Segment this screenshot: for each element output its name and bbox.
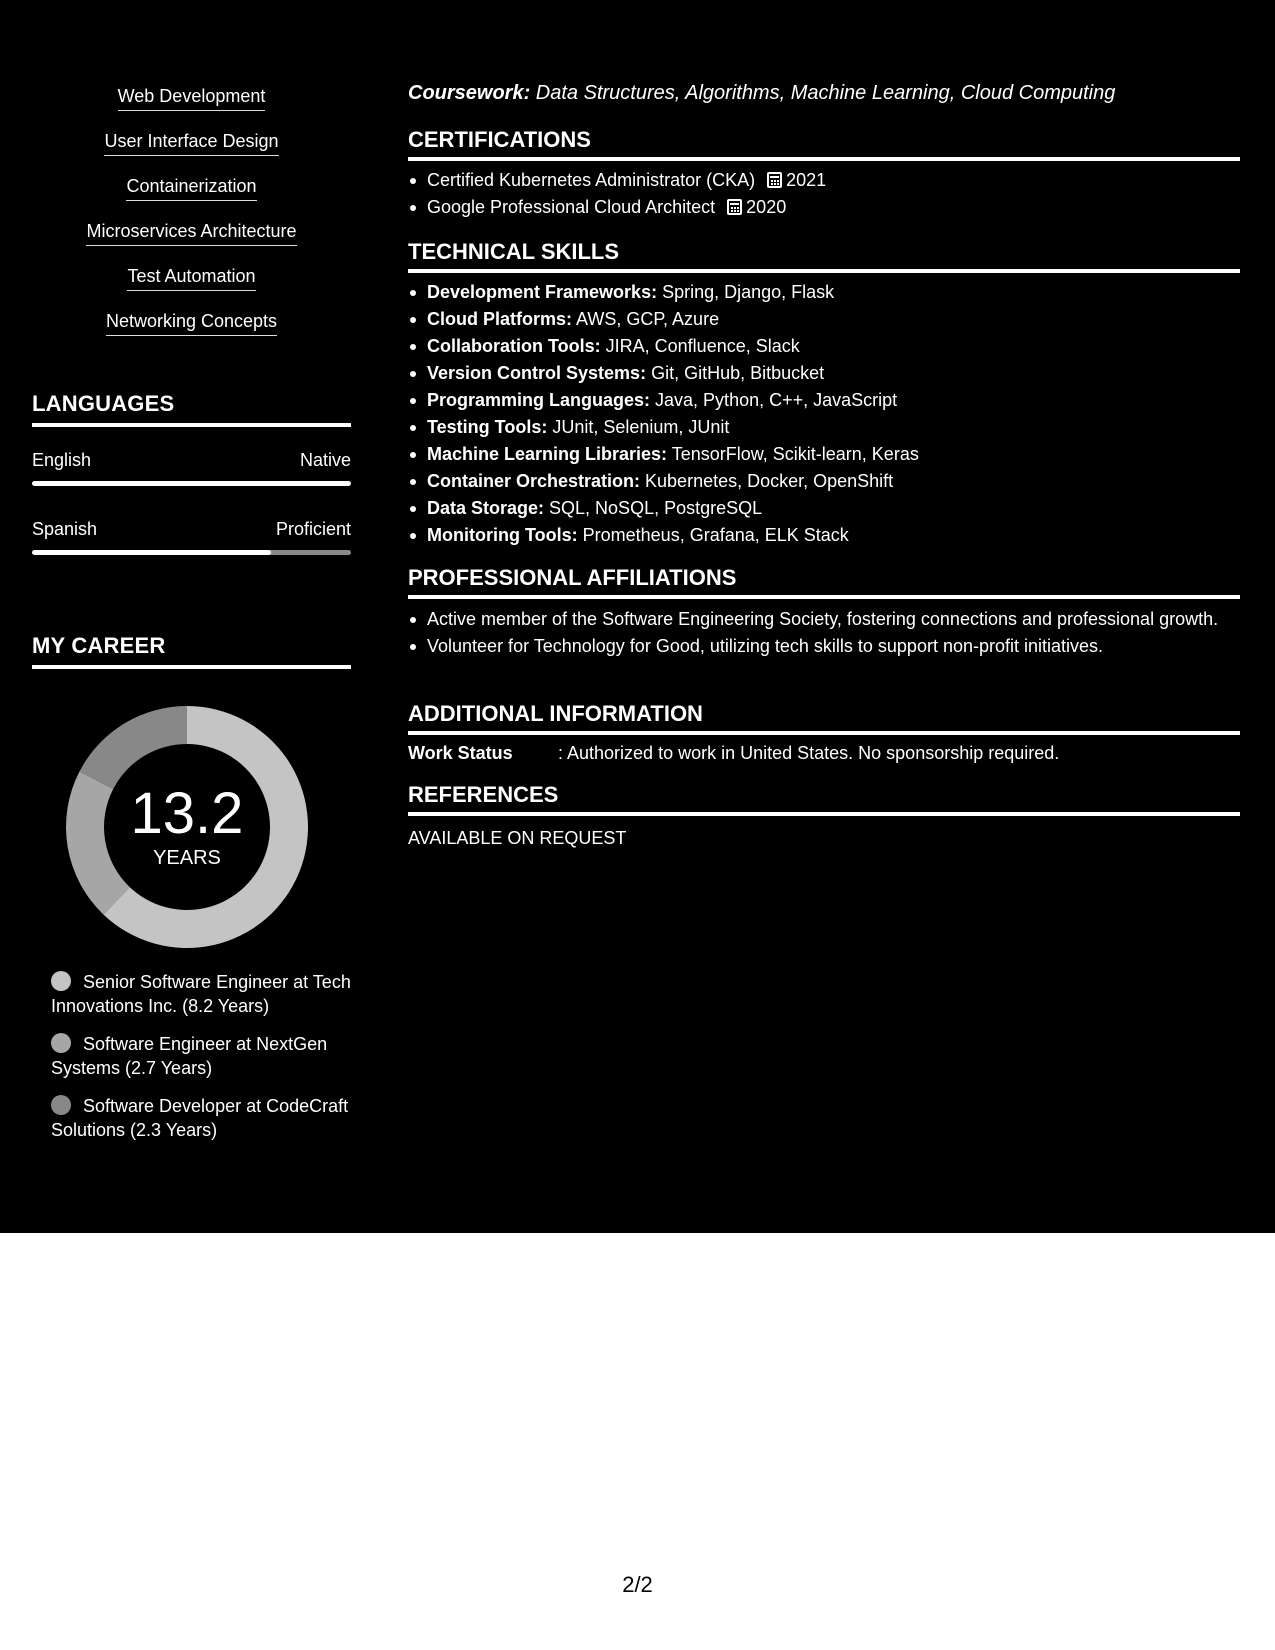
certification-name: Certified Kubernetes Administrator (CKA) [427,170,756,190]
skill-category: Monitoring Tools: [427,525,578,545]
skill-category: Data Storage: [427,498,545,518]
career-heading: MY CAREER [32,633,351,669]
career-legend-item [51,1032,351,1080]
languages-heading: LANGUAGES [32,391,351,427]
calendar-icon [727,199,742,215]
skill-tag [32,129,351,174]
language-item-english [32,448,351,486]
references-heading: REFERENCES [408,782,1240,816]
references-text: AVAILABLE ON REQUEST [408,828,627,848]
skill-values: SQL, NoSQL, PostgreSQL [544,498,763,518]
certification-item [427,168,1239,192]
career-legend-item [51,1094,351,1142]
language-name: Spanish [32,519,98,539]
skill-tag [32,219,351,264]
skill-tag-label: Test Automation [127,264,255,291]
skill-category: Testing Tools: [427,417,548,437]
skill-values: Git, GitHub, Bitbucket [646,363,825,383]
affiliation-item: Active member of the Software Engineering Society, fostering connections and professional growth. [427,607,1239,631]
legend-dot-icon [51,971,71,991]
skill-tag-label: Web Development [118,84,266,111]
skill-values: Java, Python, C++, JavaScript [650,390,898,410]
technical-skill-item [427,334,1239,358]
language-proficiency-bar [32,481,351,486]
calendar-icon [767,172,782,188]
skill-tag [32,264,351,309]
technical-skill-item [427,442,1239,466]
language-proficiency-bar [32,550,351,555]
legend-dot-icon [51,1095,71,1115]
work-status-row [408,741,1059,765]
skill-tag-label: Containerization [126,174,256,201]
career-total-unit: YEARS [153,847,221,869]
affiliations-heading: PROFESSIONAL AFFILIATIONS [408,565,1240,599]
certification-name: Google Professional Cloud Architect [427,197,716,217]
career-legend-label: Software Engineer at NextGen Systems (2.7 Years) [51,1034,328,1078]
skill-tag-label: User Interface Design [104,129,278,156]
certifications-heading: CERTIFICATIONS [408,127,1240,161]
skill-values: Kubernetes, Docker, OpenShift [640,471,894,491]
skill-category: Version Control Systems: [427,363,647,383]
skill-values: JIRA, Confluence, Slack [600,336,800,356]
affiliation-item: Volunteer for Technology for Good, utilizing tech skills to support non-profit initiatives. [427,634,1239,658]
technical-skill-item [427,496,1239,520]
career-legend-item [51,970,351,1018]
legend-dot-icon [51,1033,71,1053]
skill-tag [32,309,351,354]
technical-skill-item [427,388,1239,412]
career-total-value: 13.2 [130,781,244,846]
skill-values: TensorFlow, Scikit-learn, Keras [667,444,919,464]
technical-skill-item [427,415,1239,439]
coursework-line [408,80,1115,106]
skill-category: Collaboration Tools: [427,336,601,356]
certification-year: 2021 [786,170,827,190]
technical-skills-heading: TECHNICAL SKILLS [408,239,1240,273]
certifications-list [427,168,1239,222]
technical-skills-list [427,280,1239,550]
skill-tag [32,84,351,129]
skill-values: Prometheus, Grafana, ELK Stack [577,525,849,545]
technical-skill-item [427,523,1239,547]
skill-category: Container Orchestration: [427,471,641,491]
career-legend-label: Software Developer at CodeCraft Solutions (2.3 Years) [51,1096,349,1140]
skill-tag-label: Microservices Architecture [86,219,296,246]
technical-skill-item [427,280,1239,304]
technical-skill-item [427,469,1239,493]
language-proficiency-fill [32,481,351,486]
language-proficiency-fill [32,550,271,555]
skill-category: Development Frameworks: [427,282,658,302]
page-number: 2/2 [622,1572,653,1597]
language-name: English [32,450,92,470]
language-level: Proficient [275,519,351,539]
certification-year: 2020 [746,197,787,217]
technical-skill-item [427,307,1239,331]
technical-skill-item [427,361,1239,385]
skill-values: Spring, Django, Flask [657,282,835,302]
skill-tag-label: Networking Concepts [106,309,277,336]
coursework-label: Coursework: [408,82,531,104]
work-status-value: : Authorized to work in United States. No sponsorship required. [558,743,1060,763]
skill-tag [32,174,351,219]
skill-category: Cloud Platforms: [427,309,573,329]
coursework-text: Data Structures, Algorithms, Machine Learning, Cloud Computing [530,82,1116,104]
career-legend-label: Senior Software Engineer at Tech Innovations Inc. (8.2 Years) [51,972,351,1016]
additional-info-heading: ADDITIONAL INFORMATION [408,701,1240,735]
skill-category: Programming Languages: [427,390,651,410]
skill-category: Machine Learning Libraries: [427,444,668,464]
certification-item [427,195,1239,219]
career-total [66,706,308,948]
language-level: Native [299,450,351,470]
affiliations-list [427,607,1239,661]
skill-tag-list [32,84,351,354]
work-status-label: Work Status [408,743,513,763]
language-item-spanish [32,517,351,555]
skill-values: AWS, GCP, Azure [572,309,720,329]
skill-values: JUnit, Selenium, JUnit [547,417,730,437]
career-legend [51,970,351,1156]
